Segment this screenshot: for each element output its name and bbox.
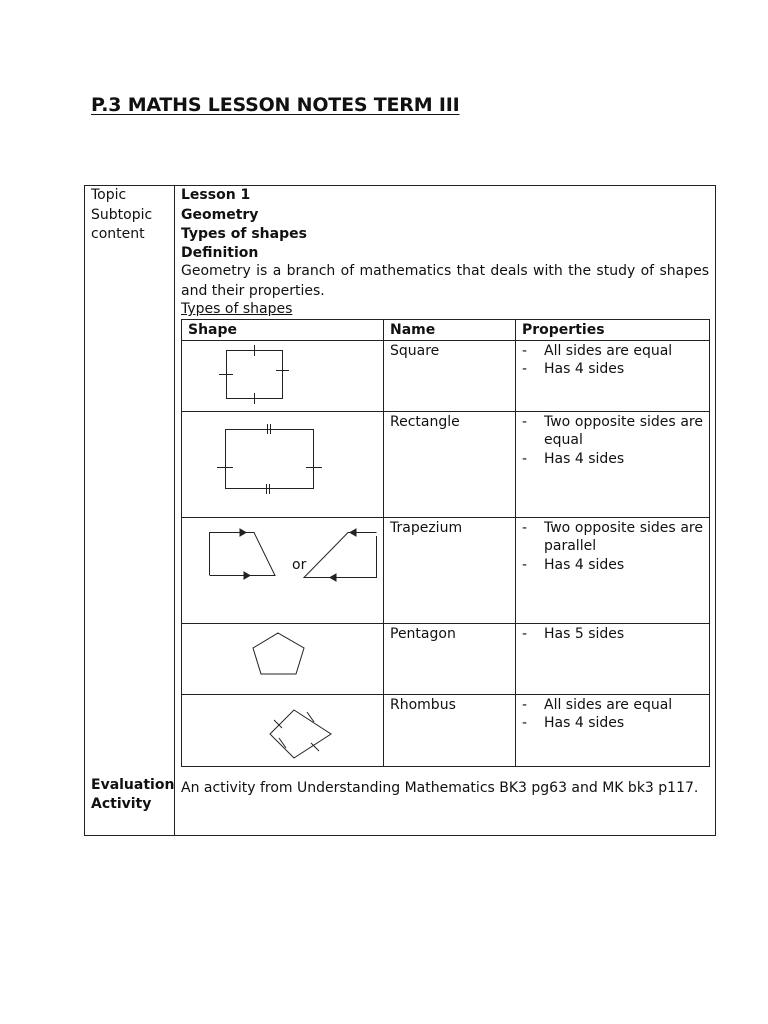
property-item: - All sides are equal bbox=[522, 696, 703, 715]
types-heading: Types of shapes bbox=[181, 301, 293, 317]
topic-value: Geometry bbox=[181, 206, 259, 223]
header-properties: Properties bbox=[516, 320, 710, 341]
shape-cell bbox=[182, 340, 384, 411]
page-title: P.3 MATHS LESSON NOTES TERM III bbox=[91, 94, 460, 116]
table-header-row bbox=[182, 320, 710, 341]
shape-cell bbox=[182, 694, 384, 766]
topic-label: Topic bbox=[91, 187, 127, 203]
shape-properties bbox=[516, 411, 710, 517]
square-icon bbox=[188, 342, 388, 411]
shape-cell bbox=[182, 517, 384, 623]
subtopic-value: Types of shapes bbox=[181, 226, 307, 242]
header-name: Name bbox=[384, 320, 516, 341]
property-item: - Has 4 sides bbox=[522, 360, 703, 379]
shape-properties bbox=[516, 623, 710, 694]
property-item: - Has 5 sides bbox=[522, 625, 703, 644]
shape-properties bbox=[516, 694, 710, 766]
subtopic-label: Subtopic bbox=[91, 206, 153, 223]
shape-name: Rectangle bbox=[384, 411, 516, 517]
definition-heading: Definition bbox=[181, 245, 259, 261]
evaluation-label: Evaluation bbox=[91, 777, 175, 793]
evaluation-text: An activity from Understanding Mathematics BK3 pg63 and MK bk3 p117. bbox=[181, 780, 699, 796]
shape-cell bbox=[182, 623, 384, 694]
definition-text: Geometry is a branch of mathematics that deals with the study of shapes and their properties. bbox=[181, 263, 709, 299]
trapezium-icon bbox=[188, 519, 388, 623]
activity-label: Activity bbox=[91, 796, 152, 812]
shape-name: Rhombus bbox=[384, 694, 516, 766]
pentagon-icon bbox=[188, 625, 388, 694]
content-label: content bbox=[91, 226, 145, 242]
property-item: - Two opposite sides are parallel bbox=[522, 519, 703, 556]
property-item: - All sides are equal bbox=[522, 342, 703, 361]
shape-cell bbox=[182, 411, 384, 517]
lesson-frame bbox=[84, 185, 716, 836]
property-item: - Two opposite sides are equal bbox=[522, 413, 703, 450]
property-item: - Has 4 sides bbox=[522, 450, 703, 469]
property-item: - Has 4 sides bbox=[522, 714, 703, 733]
lesson-heading: Lesson 1 bbox=[181, 187, 251, 203]
or-label: or bbox=[292, 556, 307, 573]
shapes-table bbox=[181, 319, 710, 767]
table-row bbox=[182, 623, 710, 694]
shape-name: Pentagon bbox=[384, 623, 516, 694]
table-row bbox=[182, 694, 710, 766]
table-row bbox=[182, 340, 710, 411]
shape-name: Trapezium bbox=[384, 517, 516, 623]
rhombus-icon bbox=[188, 696, 388, 766]
property-item: - Has 4 sides bbox=[522, 556, 703, 575]
rectangle-icon bbox=[188, 413, 388, 517]
shape-name: Square bbox=[384, 340, 516, 411]
shape-properties bbox=[516, 517, 710, 623]
table-row bbox=[182, 411, 710, 517]
header-shape: Shape bbox=[182, 320, 384, 341]
table-row bbox=[182, 517, 710, 623]
column-divider bbox=[174, 186, 175, 835]
shape-properties bbox=[516, 340, 710, 411]
